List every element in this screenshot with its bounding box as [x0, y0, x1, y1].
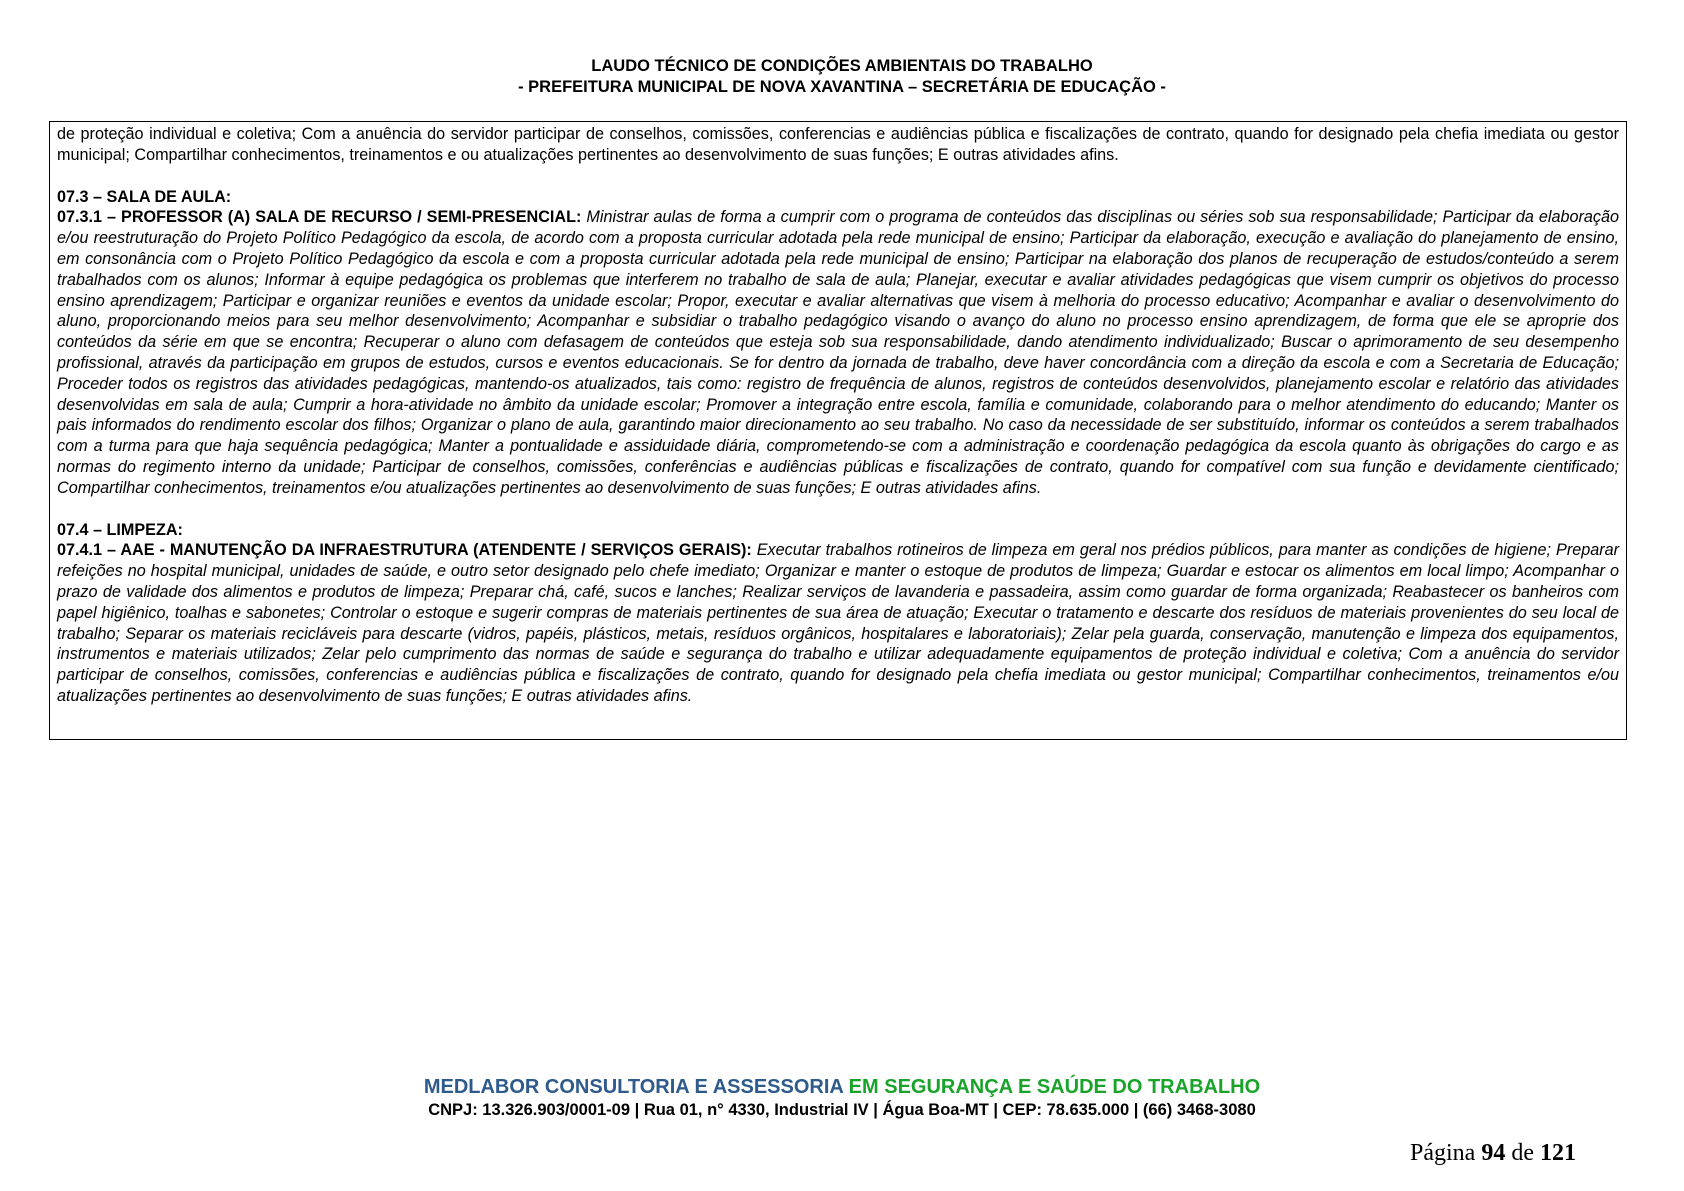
- section-title-limpeza: 07.4 – LIMPEZA:: [57, 520, 183, 539]
- page-current: 94: [1481, 1140, 1506, 1166]
- page-separator: de: [1511, 1140, 1534, 1166]
- page-label: Página: [1410, 1140, 1476, 1166]
- spacer: [57, 499, 1619, 520]
- header-subtitle: - PREFEITURA MUNICIPAL DE NOVA XAVANTINA – SECRETÁRIA DE EDUCAÇÃO -: [518, 78, 1166, 96]
- page-total: 121: [1540, 1140, 1576, 1166]
- company-address: CNPJ: 13.326.903/0001-09 | Rua 01, n° 4330, Industrial IV | Água Boa-MT | CEP: 78.635.000 | (66) 3468-3080: [428, 1101, 1256, 1119]
- role-professor-paragraph: [57, 207, 1619, 498]
- company-name: [0, 1075, 1684, 1099]
- role-description-aae: Executar trabalhos rotineiros de limpeza em geral nos prédios públicos, para manter as condições de higiene; Preparar refeições no hospital municipal, unidades de saúde, e outro setor designado pelo chefe imediato; Organizar e manter o estoque de produtos de limpeza; Guardar e estocar os alimentos em local limpo; Acompanhar o prazo de validade dos alimentos e produtos de limpeza; Preparar chá, café, sucos e lanches; Realizar serviços de lavanderia e passadeira, assim como guardar de forma organizada; Reabastecer os banheiros com papel higiênico, toalhas e sabonetes; Controlar o estoque e sugerir compras de materiais pertinentes de sua área de atuação; Executar o tratamento e descarte dos resíduos de materiais provenientes do seu local de trabalho; Separar os materiais recicláveis para descarte (vidros, papéis, plásticos, metais, resíduos orgânicos, hospitalares e laboratoriais); Zelar pela guarda, conservação, manutenção e limpeza dos equipamentos, instrumentos e materiais utilizados; Zelar pelo cumprimento das normas de saúde e segurança do trabalho e utilizar adequadamente equipamentos de proteção individual e coletiva; Com a anuência do servidor participar de conselhos, comissões, conferencias e audiências pública e fiscalizações de contrato, quando for designado pela chefia imediata ou gestor municipal; Compartilhar conhecimentos, treinamentos e/ou atualizações pertinentes ao desenvolvimento de suas funções; E outras atividades afins.: [57, 541, 1620, 705]
- company-name-green: EM SEGURANÇA E SAÚDE DO TRABALHO: [848, 1076, 1261, 1098]
- company-name-blue: MEDLABOR CONSULTORIA E ASSESSORIA: [423, 1076, 849, 1098]
- document-header: [0, 56, 1684, 98]
- role-title-professor: 07.3.1 – PROFESSOR (A) SALA DE RECURSO / SEMI-PRESENCIAL:: [57, 208, 582, 227]
- header-title: LAUDO TÉCNICO DE CONDIÇÕES AMBIENTAIS DO TRABALHO: [591, 57, 1093, 75]
- content-box: [49, 121, 1627, 740]
- role-aae-paragraph: [57, 540, 1619, 706]
- document-footer: [0, 1075, 1684, 1121]
- page-number: [1410, 1140, 1576, 1167]
- role-title-aae: 07.4.1 – AAE - MANUTENÇÃO DA INFRAESTRUTURA (ATENDENTE / SERVIÇOS GERAIS):: [57, 541, 752, 560]
- role-description-professor: Ministrar aulas de forma a cumprir com o programa de conteúdos das disciplinas ou séries sob sua responsabilidade; Participar da elaboração e/ou reestruturação do Projeto Político Pedagógico da escola, de acordo com a proposta curricular adotada pela rede municipal de ensino; Participar da elaboração, execução e avaliação do planejamento de ensino, em consonância com o Projeto Político Pedagógico da escola e com a proposta curricular adotada pela rede municipal de ensino; Participar na elaboração dos planos de recuperação de estudos/conteúdo a serem trabalhados com os alunos; Informar à equipe pedagógica os problemas que interferem no trabalho de sala de aula; Planejar, executar e avaliar atividades pedagógicas que visem cumprir os objetivos do processo ensino aprendizagem; Participar e organizar reuniões e eventos da unidade escolar; Propor, executar e avaliar alternativas que visem à melhoria do processo educativo; Acompanhar e avaliar o desenvolvimento do aluno, proporcionando meios para seu melhor desenvolvimento; Acompanhar e subsidiar o trabalho pedagógico visando o avanço do aluno no processo ensino aprendizagem, de forma que ele se aproprie dos conteúdos da série em que se encontra; Recuperar o aluno com defasagem de conteúdos que esteja sob sua responsabilidade, dando atendimento individualizado; Buscar o aprimoramento de seu desempenho profissional, através da participação em grupos de estudos, cursos e eventos educacionais. Se for dentro da jornada de trabalho, deve haver concordância com a direção da escola e com a Secretaria de Educação; Proceder todos os registros das atividades pedagógicas, mantendo-os atualizados, tais como: registro de frequência de alunos, registros de conteúdos desenvolvidos, planejamento escolar e relatório das atividades desenvolvidas em sala de aula; Cumprir a hora-atividade no âmbito da unidade escolar; Promover a integração entre escola, família e comunidade, colaborando para o melhor atendimento do educando; Manter os pais informados do rendimento escolar dos filhos; Organizar o plano de aula, garantindo maior direcionamento ao seu trabalho. No caso da necessidade de ser substituído, informar os conteúdos a serem trabalhados com a turma para que haja sequência pedagógica; Manter a pontualidade e assiduidade diária, comprometendo-se com a administração e coordenação pedagógica da escola quanto às obrigações do cargo e as normas do regimento interno da unidade; Participar de conselhos, comissões, conferências e audiências públicas e fiscalizações de contrato, quando for compatível com sua função e devidamente cientificado; Compartilhar conhecimentos, treinamentos e/ou atualizações pertinentes ao desenvolvimento de suas funções; E outras atividades afins.: [57, 208, 1620, 497]
- section-title-sala-de-aula: 07.3 – SALA DE AULA:: [57, 187, 232, 206]
- spacer: [57, 166, 1619, 187]
- intro-paragraph: de proteção individual e coletiva; Com a anuência do servidor participar de conselhos, comissões, conferencias e audiências pública e fiscalizações de contrato, quando for designado pela chefia imediata ou gestor municipal; Compartilhar conhecimentos, treinamentos e ou atualizações pertinentes ao desenvolvimento de suas funções; E outras atividades afins.: [57, 125, 1619, 164]
